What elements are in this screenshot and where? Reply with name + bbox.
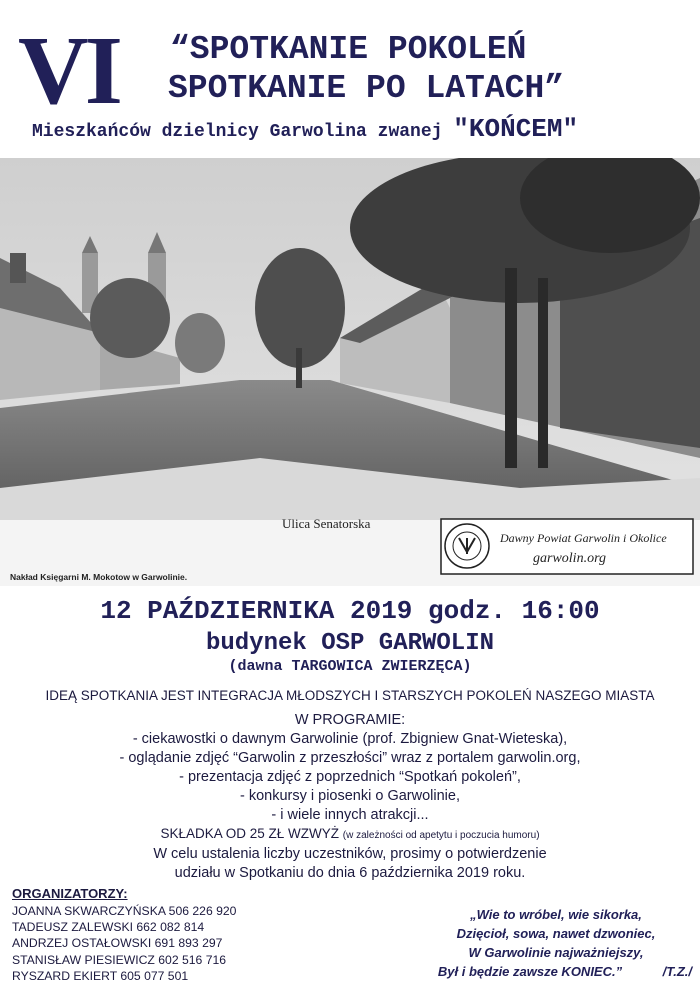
poem-author: /T.Z./	[662, 964, 692, 979]
subtitle-highlight: "KOŃCEM"	[453, 114, 579, 144]
meeting-idea: IDEĄ SPOTKANIA JEST INTEGRACJA MŁODSZYCH I STARSZYCH POKOLEŃ NASZEGO MIASTA	[45, 688, 655, 703]
program-list	[0, 711, 700, 825]
poem-line: Był i będzie zawsze KONIEC.”	[437, 964, 623, 979]
organizers-list	[12, 903, 236, 984]
program-item: - konkursy i piosenki o Garwolinie,	[239, 788, 460, 804]
poem-line: „Wie to wróbel, wie sikorka,	[470, 907, 642, 922]
historic-street-photo	[0, 158, 700, 586]
organizer-entry: RYSZARD EKIERT 605 077 501	[12, 968, 189, 983]
organizer-entry: ANDRZEJ OSTAŁOWSKI 691 893 297	[12, 936, 223, 951]
title-line-2: SPOTKANIE PO LATACH”	[168, 70, 565, 107]
subtitle	[32, 114, 579, 144]
program-heading: W PROGRAMIE:	[294, 712, 406, 728]
confirmation-line: W celu ustalenia liczby uczestników, prosimy o potwierdzenie	[153, 846, 547, 862]
photo-caption: Ulica Senatorska	[282, 516, 371, 531]
program-item: - i wiele innych atrakcji...	[271, 807, 429, 823]
subtitle-text: Mieszkańców dzielnicy Garwolina zwanej	[32, 122, 454, 142]
organizers-heading: ORGANIZATORZY:	[12, 886, 128, 901]
title-line-1: “SPOTKANIE POKOLEŃ	[170, 31, 527, 68]
fee-text: SKŁADKA OD 25 ZŁ WZWYŻ	[160, 826, 339, 841]
poem-line: W Garwolinie najważniejszy,	[468, 945, 644, 960]
logo-title: Dawny Powiat Garwolin i Okolice	[500, 531, 667, 545]
organizer-entry: TADEUSZ ZALEWSKI 662 082 814	[12, 920, 205, 935]
program-item: - oglądanie zdjęć “Garwolin z przeszłości” wraz z portalem garwolin.org,	[119, 750, 581, 766]
logo-url: garwolin.org	[533, 551, 606, 566]
fee-line	[0, 825, 700, 845]
program-item: - prezentacja zdjęć z poprzednich “Spotkań pokoleń”,	[179, 769, 521, 785]
garwolin-org-logo	[441, 519, 693, 574]
photo-publisher: Nakład Księgarni M. Mokotow w Garwolinie.	[10, 572, 188, 582]
organizer-entry: JOANNA SKWARCZYŃSKA 506 226 920	[12, 904, 237, 918]
poem	[420, 905, 692, 981]
fee-note: (w zależności od apetytu i poczucia humoru)	[342, 830, 540, 841]
confirmation-note	[0, 845, 700, 883]
event-date: 12 PAŹDZIERNIKA 2019 godz. 16:00	[100, 596, 600, 626]
poem-line: Dzięcioł, sowa, nawet dzwoniec,	[456, 926, 656, 941]
confirmation-line: udziału w Spotkaniu do dnia 6 października 2019 roku.	[174, 865, 526, 881]
venue-former-name: (dawna TARGOWICA ZWIERZĘCA)	[228, 658, 472, 675]
program-item: - ciekawostki o dawnym Garwolinie (prof. Zbigniew Gnat-Wieteska),	[132, 731, 568, 747]
organizer-entry: STANISŁAW PIESIEWICZ 602 516 716	[12, 952, 227, 967]
edition-roman-numeral: VI	[18, 17, 119, 125]
event-venue: budynek OSP GARWOLIN	[205, 630, 495, 657]
